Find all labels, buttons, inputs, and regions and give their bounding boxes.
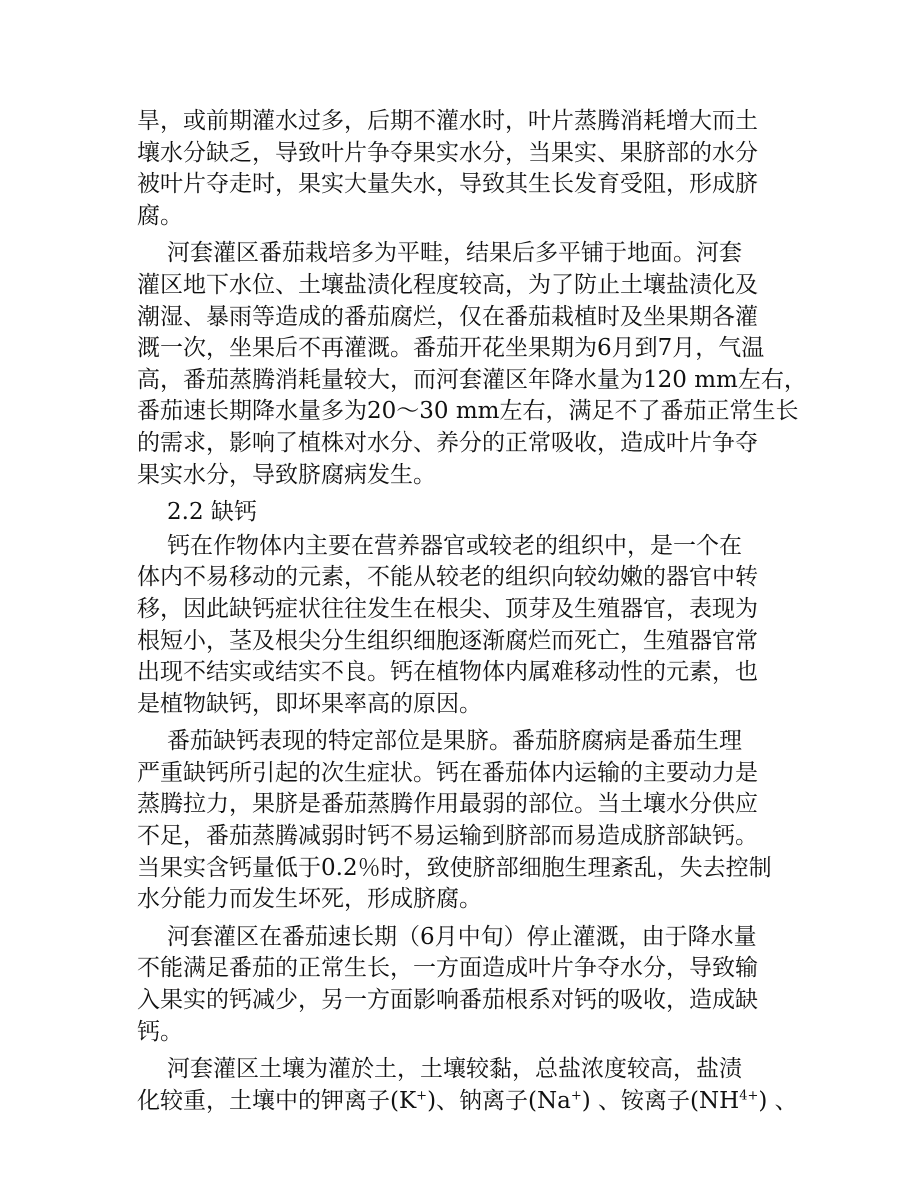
ion-text: ) 、铵离子(NH: [581, 1087, 740, 1114]
ion-text: )、钠离子(Na: [427, 1087, 571, 1114]
text-line: 潮湿、暴雨等造成的番茄腐烂，仅在番茄栽植时及坐果期各灌: [137, 303, 758, 330]
text-line: 钙。: [137, 1018, 183, 1045]
text-line: 入果实的钙减少，另一方面影响番茄根系对钙的吸收，造成缺: [137, 987, 758, 1014]
text-line: 壤水分缺乏，导致叶片争夺果实水分，当果实、果脐部的水分: [137, 139, 758, 166]
document-page: [137, 106, 807, 1123]
ammonium-charge: 4+: [739, 1088, 759, 1104]
text-line: 出现不结实或结实不良。钙在植物体内属难移动性的元素，也: [137, 659, 758, 686]
text-line: 旱，或前期灌水过多，后期不灌水时，叶片蒸腾消耗增大而土: [137, 108, 758, 134]
text-line: 被叶片夺走时，果实大量失水，导致其生长发育受阻，形成脐: [137, 171, 758, 198]
paragraph-deficiency-site: [137, 726, 787, 916]
text-line: 灌区地下水位、土壤盐渍化程度较高，为了防止土壤盐渍化及: [137, 271, 758, 298]
text-line-with-ions: [137, 1086, 798, 1118]
text-line: 河套灌区番茄栽培多为平畦，结果后多平铺于地面。河套: [167, 240, 742, 267]
text-line: 当果实含钙量低于0.2％时，致使脐部细胞生理紊乱，失去控制: [137, 854, 772, 881]
potassium-charge: +: [416, 1088, 428, 1104]
text-line: 番茄缺钙表现的特定部位是果脐。番茄脐腐病是番茄生理: [167, 728, 742, 755]
text-line: 水分能力而发生坏死，形成脐腐。: [137, 886, 482, 913]
paragraph-soil-ions: [137, 1054, 798, 1117]
paragraph-irrigation: [137, 238, 807, 491]
paragraph-continuation: [137, 106, 787, 232]
text-line: 是植物缺钙，即坏果率高的原因。: [137, 690, 482, 717]
text-line: 果实水分，导致脐腐病发生。: [137, 461, 436, 488]
text-line: 河套灌区土壤为灌於土，土壤较黏，总盐浓度较高，盐渍: [167, 1056, 742, 1083]
section-heading: 2.2 缺钙: [167, 499, 257, 526]
text-line: 溉一次，坐果后不再灌溉。番茄开花坐果期为6月到7月，气温: [137, 335, 765, 362]
text-line: 番茄速长期降水量多为20～30 mm左右，满足不了番茄正常生长: [137, 398, 799, 425]
text-line: 的需求，影响了植株对水分、养分的正常吸收，造成叶片争夺: [137, 429, 758, 456]
ion-text: ) 、: [758, 1087, 798, 1114]
text-line: 蒸腾拉力，果脐是番茄蒸腾作用最弱的部位。当土壤水分供应: [137, 791, 758, 818]
sodium-charge: +: [570, 1088, 582, 1104]
text-line: 河套灌区在番茄速长期（6月中旬）停止灌溉，由于降水量: [167, 923, 757, 950]
paragraph-calcium-role: [137, 531, 787, 721]
text-line: 高，番茄蒸腾消耗量较大，而河套灌区年降水量为120 mm左右，: [137, 366, 807, 393]
text-line: 钙在作物体内主要在营养器官或较老的组织中，是一个在: [167, 532, 742, 559]
text-line: 不足，番茄蒸腾减弱时钙不易运输到脐部而易造成脐部缺钙。: [137, 823, 758, 850]
text-line: 移，因此缺钙症状往往发生在根尖、顶芽及生殖器官，表现为: [137, 595, 758, 622]
text-line: 体内不易移动的元素，不能从较老的组织向较幼嫩的器官中转: [137, 564, 758, 591]
text-line: 根短小，茎及根尖分生组织细胞逐渐腐烂而死亡，生殖器官常: [137, 627, 758, 654]
paragraph-irrigation-stop: [137, 922, 787, 1048]
text-line: 不能满足番茄的正常生长，一方面造成叶片争夺水分，导致输: [137, 955, 758, 982]
text-line: 腐。: [137, 202, 183, 229]
text-line: 严重缺钙所引起的次生症状。钙在番茄体内运输的主要动力是: [137, 759, 758, 786]
ion-text: 化较重，土壤中的钾离子(K: [137, 1087, 417, 1114]
